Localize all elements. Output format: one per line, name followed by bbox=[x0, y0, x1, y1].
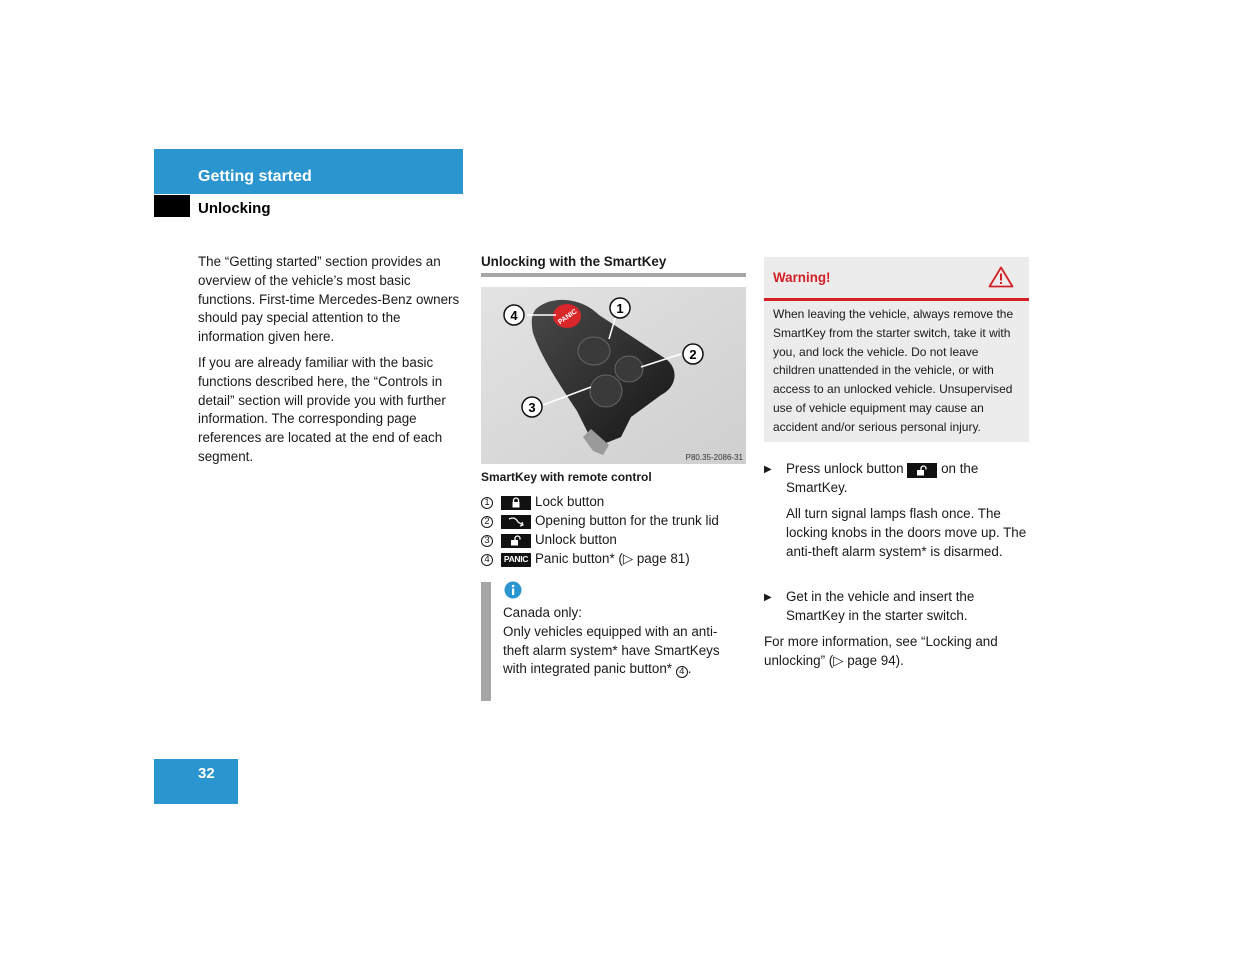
heading-rule bbox=[481, 273, 746, 277]
trunk-icon bbox=[501, 515, 531, 529]
svg-text:1: 1 bbox=[616, 301, 624, 316]
step-1-result: All turn signal lamps flash once. The locking knobs in the doors move up. The anti-theft alarm system* is disarmed. bbox=[786, 506, 1027, 559]
svg-text:2: 2 bbox=[689, 347, 697, 362]
step-bullet-1: ▶ bbox=[764, 464, 772, 475]
panic-icon: PANIC bbox=[501, 553, 531, 567]
callout-1 bbox=[610, 298, 630, 318]
warning-title: Warning! bbox=[773, 270, 831, 285]
info-bar bbox=[481, 582, 491, 701]
panic-label: PANIC bbox=[557, 308, 579, 327]
legend-item-lock bbox=[481, 493, 751, 512]
step-1: Press unlock button on the SmartKey. bbox=[786, 461, 979, 495]
legend-label: Opening button for the trunk lid bbox=[535, 513, 719, 529]
info-line-2: Only vehicles equipped with an anti-theft alarm system* have SmartKeys with integrated panic button* 4 . bbox=[503, 623, 720, 678]
legend-item-panic bbox=[481, 550, 751, 569]
intro-paragraph-1: The “Getting started” section provides an overview of the vehicle’s most basic functions. First-time Mercedes-Benz owners should pay special attention to the information given here. bbox=[198, 254, 460, 345]
info-text bbox=[503, 604, 743, 679]
more-info-text: For more information, see “Locking and unlocking” (▷ page 94). bbox=[764, 634, 998, 668]
warning-text: When leaving the vehicle, always remove the SmartKey from the starter switch, take it with you, and lock the vehicle. Do not leave children unattended in the vehicle, or with access to an unlocked vehicle. Unsupervised use of vehicle equipment may cause an accident and/or serious personal injury. bbox=[773, 307, 1014, 434]
info-line-1: Canada only: bbox=[503, 605, 582, 620]
smartkey-illustration bbox=[481, 287, 746, 464]
info-icon bbox=[504, 581, 522, 604]
unlock-icon bbox=[501, 534, 531, 548]
page-number: 32 bbox=[198, 765, 215, 782]
legend-label: Unlock button bbox=[535, 532, 617, 548]
chapter-title: Getting started bbox=[198, 168, 312, 185]
smartkey-figure bbox=[481, 287, 746, 464]
figure-code: P80.35-2086-31 bbox=[685, 453, 743, 462]
section-title: Unlocking bbox=[198, 200, 271, 217]
callout-4 bbox=[504, 305, 524, 325]
intro-paragraph-2: If you are already familiar with the basic functions described here, the “Controls in detail” section will provide you with further information. The corresponding page references are located at the end of each segment. bbox=[198, 355, 446, 464]
warning-rule bbox=[764, 298, 1029, 301]
section-marker bbox=[154, 195, 190, 217]
svg-text:3: 3 bbox=[528, 400, 536, 415]
legend-number: 3 bbox=[481, 535, 493, 547]
legend-number: 1 bbox=[481, 497, 493, 509]
info-ref-number: 4 bbox=[676, 666, 688, 678]
smartkey-heading: Unlocking with the SmartKey bbox=[481, 254, 667, 269]
lock-button-shape bbox=[578, 337, 610, 365]
legend-item-unlock bbox=[481, 531, 751, 550]
svg-text:4: 4 bbox=[510, 308, 518, 323]
step-bullet-2: ▶ bbox=[764, 592, 772, 603]
legend-label: Lock button bbox=[535, 494, 605, 510]
trunk-button-shape bbox=[615, 356, 643, 382]
legend-number: 4 bbox=[481, 554, 493, 566]
warning-triangle-icon bbox=[988, 266, 1014, 293]
page-number-box bbox=[154, 759, 238, 804]
legend-number: 2 bbox=[481, 516, 493, 528]
legend-item-trunk bbox=[481, 512, 751, 531]
step-2: Get in the vehicle and insert the SmartKey in the starter switch. bbox=[786, 589, 975, 623]
unlock-icon bbox=[907, 463, 937, 478]
callout-2 bbox=[683, 344, 703, 364]
legend-label: Panic button* (▷ page 81) bbox=[535, 551, 690, 567]
unlock-button-shape bbox=[590, 375, 622, 407]
button-legend bbox=[481, 493, 751, 569]
callout-3 bbox=[522, 397, 542, 417]
figure-caption: SmartKey with remote control bbox=[481, 470, 652, 484]
lock-icon bbox=[501, 496, 531, 510]
